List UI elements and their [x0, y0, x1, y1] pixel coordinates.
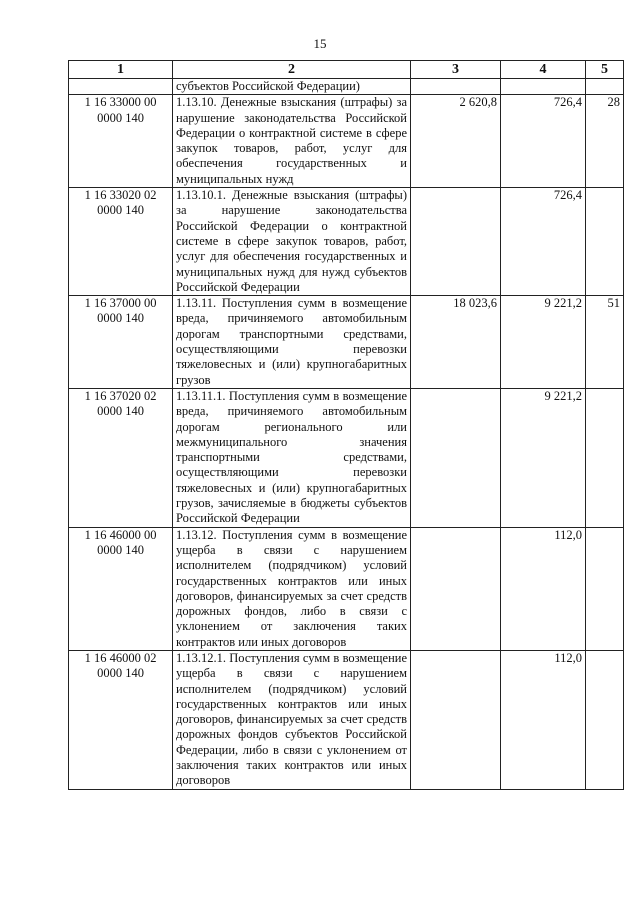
- row-col3: [411, 650, 501, 789]
- row-col3: 18 023,6: [411, 296, 501, 389]
- row-col4: 9 221,2: [501, 388, 586, 527]
- row-col5: [586, 650, 624, 789]
- row-col4: 112,0: [501, 527, 586, 650]
- row-description: 1.13.11.1. Поступления сумм в возмещение вреда, причиняемого автомобильным дорогам регионального или межмуниципального значения транспортными средствами, осуществляющими перевозки тяжеловесных и (или) крупногабаритных грузов, зачисляемые в бюджеты субъектов Российской Федерации: [173, 388, 411, 527]
- row-col5: [586, 188, 624, 296]
- column-header-3: 3: [411, 61, 501, 79]
- row-col3: 2 620,8: [411, 95, 501, 188]
- row-code: [69, 79, 173, 95]
- header-row: [69, 61, 624, 79]
- row-col3: [411, 188, 501, 296]
- table-row: [69, 388, 624, 527]
- table-row: [69, 650, 624, 789]
- table-row: [69, 95, 624, 188]
- row-col5: [586, 79, 624, 95]
- row-description: субъектов Российской Федерации): [173, 79, 411, 95]
- row-col4: 726,4: [501, 95, 586, 188]
- row-code: 1 16 37020 02 0000 140: [69, 388, 173, 527]
- column-header-2: 2: [173, 61, 411, 79]
- row-col3: [411, 79, 501, 95]
- table-row: [69, 527, 624, 650]
- row-code: 1 16 46000 02 0000 140: [69, 650, 173, 789]
- column-header-5: 5: [586, 61, 624, 79]
- column-header-1: 1: [69, 61, 173, 79]
- row-col4: 112,0: [501, 650, 586, 789]
- row-code: 1 16 46000 00 0000 140: [69, 527, 173, 650]
- row-code: 1 16 33020 02 0000 140: [69, 188, 173, 296]
- row-description: 1.13.12. Поступления сумм в возмещение ущерба в связи с нарушением исполнителем (подрядчиком) условий государственных контрактов или иных договоров, финансируемых за счет средств дорожных фондов, либо в связи с уклонением от заключения таких контрактов или иных договоров: [173, 527, 411, 650]
- row-col3: [411, 527, 501, 650]
- row-description: 1.13.10. Денежные взыскания (штрафы) за нарушение законодательства Российской Федерации о контрактной системе в сфере закупок товаров, работ, услуг для обеспечения государственных и муниципальных нужд: [173, 95, 411, 188]
- row-col5: [586, 388, 624, 527]
- row-code: 1 16 33000 00 0000 140: [69, 95, 173, 188]
- row-col5: 28: [586, 95, 624, 188]
- row-description: 1.13.10.1. Денежные взыскания (штрафы) за нарушение законодательства Российской Федерации о контрактной системе в сфере закупок товаров, работ, услуг для обеспечения государственных и муниципальных нужд для нужд субъектов Российской Федерации: [173, 188, 411, 296]
- row-col4: [501, 79, 586, 95]
- row-description: 1.13.11. Поступления сумм в возмещение вреда, причиняемого автомобильным дорогам транспортными средствами, осуществляющими перевозки тяжеловесных и (или) крупногабаритных грузов: [173, 296, 411, 389]
- table-row: [69, 296, 624, 389]
- row-col4: 9 221,2: [501, 296, 586, 389]
- table-row: [69, 188, 624, 296]
- row-description: 1.13.12.1. Поступления сумм в возмещение ущерба в связи с нарушением исполнителем (подрядчиком) условий государственных контрактов или иных договоров, финансируемых за счет средств дорожных фондов субъектов Российской Федерации, либо в связи с уклонением от заключения таких контрактов или иных договоров: [173, 650, 411, 789]
- row-col5: [586, 527, 624, 650]
- budget-table: [68, 60, 624, 790]
- page-number: 15: [313, 36, 327, 51]
- column-header-4: 4: [501, 61, 586, 79]
- row-col3: [411, 388, 501, 527]
- row-col4: 726,4: [501, 188, 586, 296]
- row-code: 1 16 37000 00 0000 140: [69, 296, 173, 389]
- table-row: [69, 79, 624, 95]
- row-col5: 51: [586, 296, 624, 389]
